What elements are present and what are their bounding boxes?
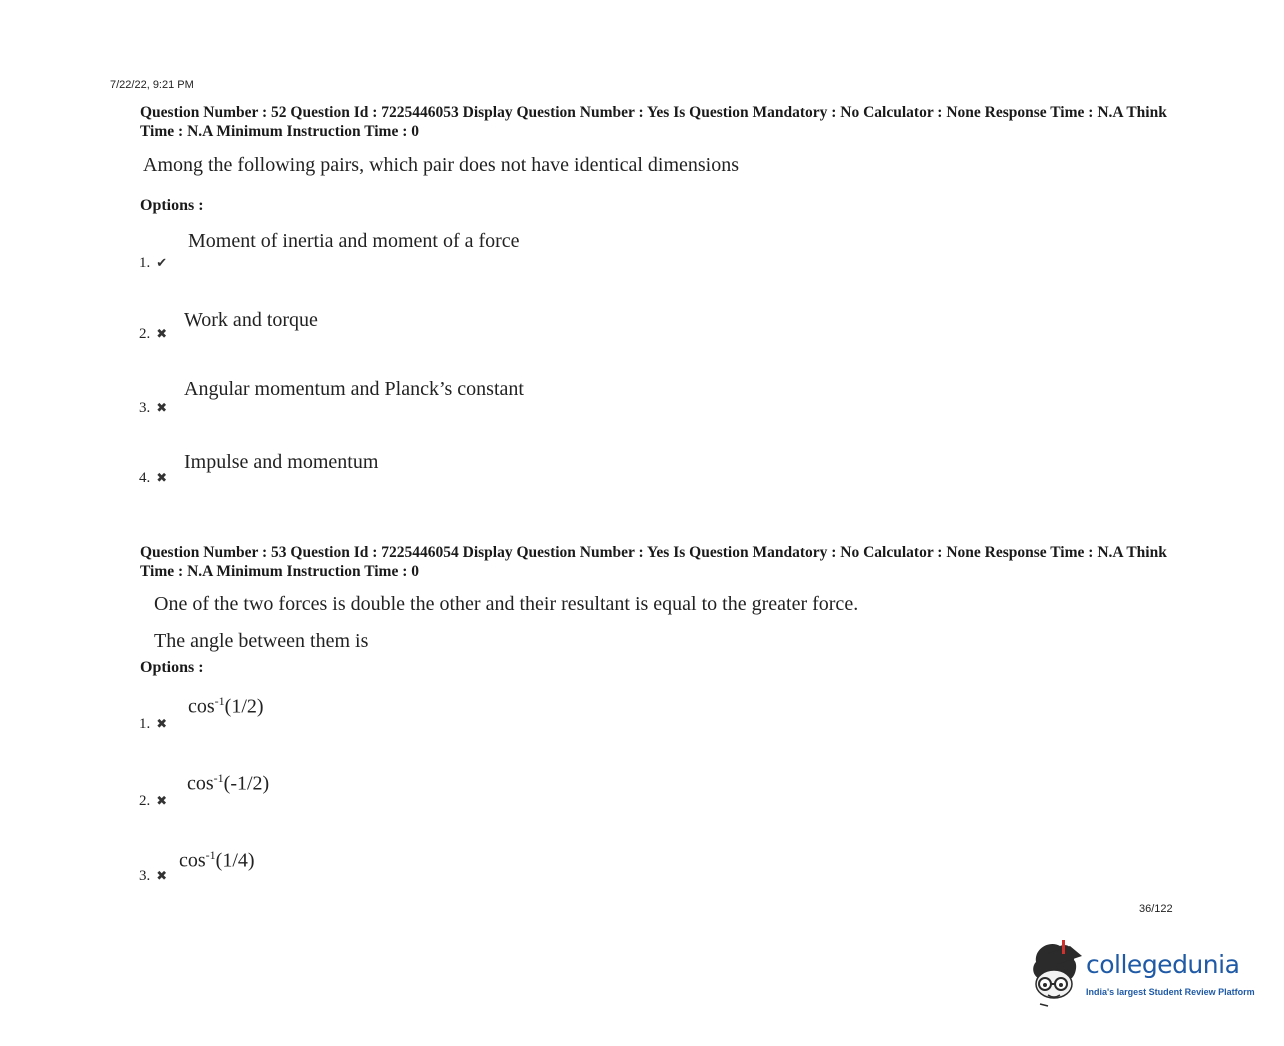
option-text: Angular momentum and Planck’s constant [184,378,524,400]
option-text: Impulse and momentum [184,451,379,473]
check-icon: ✔ [156,255,168,270]
option-text: Work and torque [184,309,318,331]
option-number-label: 3. [139,400,151,416]
option-number-label: 4. [139,470,151,486]
option-number [139,716,167,733]
cross-icon: ✖ [156,868,168,883]
option-exponent: -1 [205,848,216,862]
logo-tagline: India's largest Student Review Platform [1086,987,1255,997]
option-argument: (1/4) [215,849,255,872]
collegedunia-logo [1024,940,1254,1010]
cross-icon: ✖ [156,716,168,731]
option-exponent: -1 [213,771,224,785]
cross-icon: ✖ [156,793,168,808]
option-base: cos [187,772,214,795]
option-number [139,400,167,417]
option-number-label: 2. [139,793,151,809]
question-text: One of the two forces is double the other and their resultant is equal to the greater force. [154,593,859,615]
question-text: Among the following pairs, which pair does not have identical dimensions [143,154,739,176]
option-number [139,326,167,343]
cross-icon: ✖ [156,470,168,485]
question-meta: Question Number : 53 Question Id : 7225446054 Display Question Number : Yes Is Question Mandatory : No Calculator : None Response Time : N.A Think Time : N.A Minimum Instruction Time : 0 [140,544,1167,580]
option-text [187,771,269,796]
timestamp: 7/22/22, 9:21 PM [110,79,194,91]
option-argument: (1/2) [224,695,264,718]
option-exponent: -1 [214,694,225,708]
option-number [139,255,167,272]
option-text: Moment of inertia and moment of a force [188,230,520,252]
question-text: The angle between them is [154,630,369,652]
option-number [139,868,167,885]
option-number-label: 1. [139,716,151,732]
option-number [139,793,167,810]
option-number [139,470,167,487]
option-base: cos [188,695,215,718]
question-meta: Question Number : 52 Question Id : 7225446053 Display Question Number : Yes Is Question Mandatory : No Calculator : None Response Time : N.A Think Time : N.A Minimum Instruction Time : 0 [140,104,1167,140]
option-text [188,694,264,719]
option-base: cos [179,849,206,872]
options-label: Options : [140,659,204,676]
options-label: Options : [140,197,204,214]
page-number: 36/122 [1139,903,1173,915]
option-number-label: 3. [139,868,151,884]
cross-icon: ✖ [156,326,168,341]
option-argument: (-1/2) [223,772,270,795]
mascot-icon [1024,940,1084,1010]
option-text [179,848,255,873]
option-number-label: 1. [139,255,151,271]
cross-icon: ✖ [156,400,168,415]
option-number-label: 2. [139,326,151,342]
logo-brand: collegedunia [1086,950,1240,979]
